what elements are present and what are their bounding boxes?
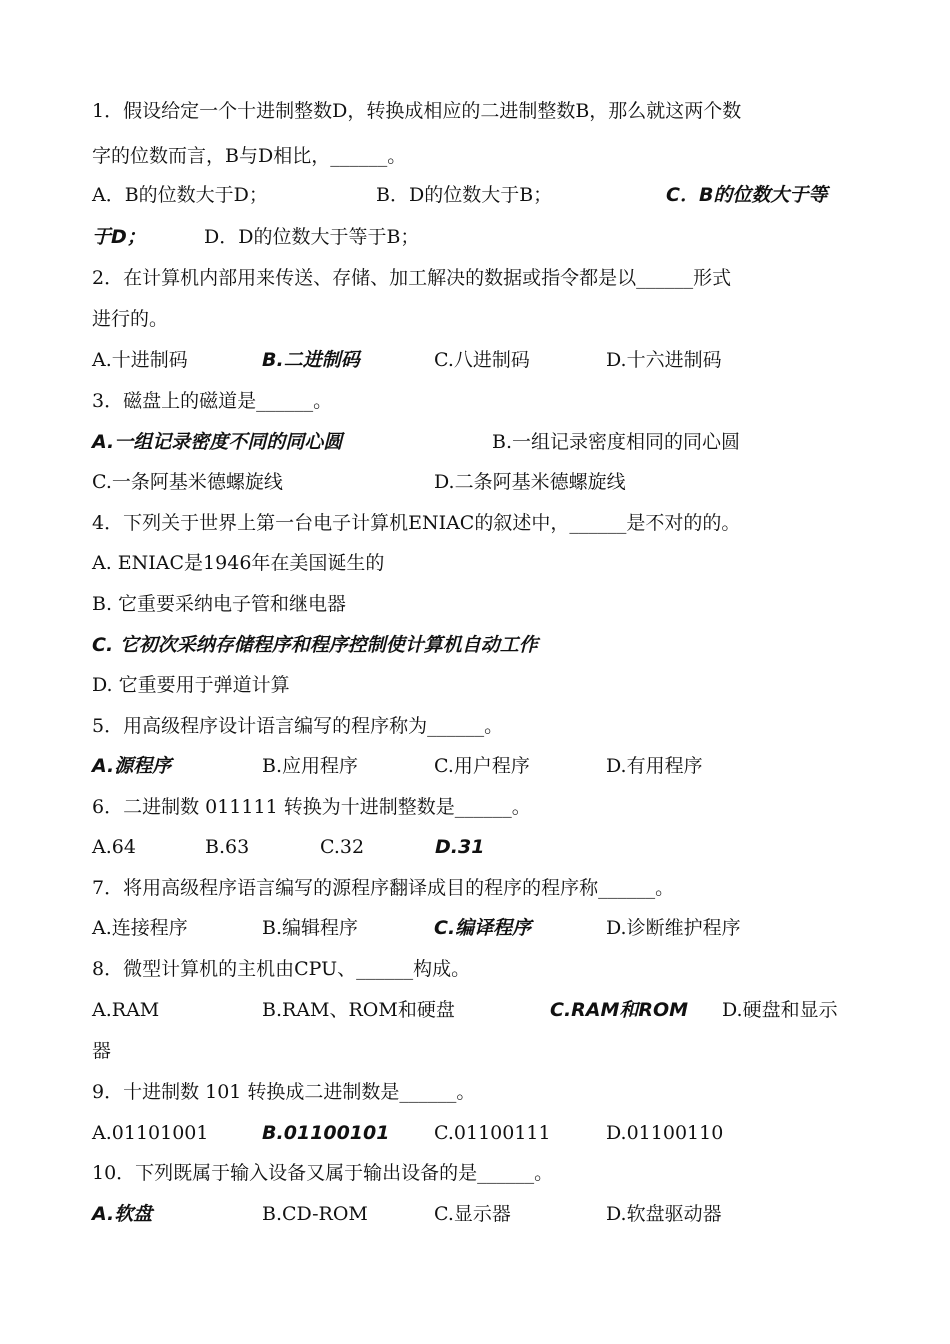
question-8-stem: 8．微型计算机的主机由CPU、______构成。 [92, 958, 471, 980]
question-4-option-a: A. ENIAC是1946年在美国诞生的 [92, 552, 385, 574]
option-d: D.软盘驱动器 [606, 1203, 722, 1225]
option-d: D.诊断维护程序 [606, 917, 741, 939]
option-c: C.01100111 [434, 1122, 551, 1144]
option-b: B.CD-ROM [262, 1203, 368, 1225]
option-c-answer: C.RAM和ROM [550, 999, 689, 1021]
option-b-answer: B.01100101 [262, 1122, 390, 1144]
option-a: A．B的位数大于D； [92, 184, 268, 206]
option-a-answer: A.一组记录密度不同的同心圆 [92, 431, 343, 453]
option-b: B.编辑程序 [262, 917, 359, 939]
option-d-answer: D.31 [435, 836, 485, 858]
question-10-stem: 10．下列既属于输入设备又属于输出设备的是______。 [92, 1162, 554, 1184]
question-3-stem: 3．磁盘上的磁道是______。 [92, 390, 333, 412]
question-3-options [92, 428, 862, 456]
question-4-stem: 4．下列关于世界上第一台电子计算机ENIAC的叙述中，______是不对的的。 [92, 512, 741, 534]
option-c: C.一条阿基米德螺旋线 [92, 471, 283, 493]
option-c-answer: C.编译程序 [434, 917, 532, 939]
option-a-answer: A.软盘 [92, 1203, 153, 1225]
option-d: D.有用程序 [606, 755, 703, 777]
question-8-options-cont: 器 [92, 1040, 112, 1062]
option-c-answer: C．B的位数大于等 [666, 184, 828, 206]
option-a: A.64 [92, 836, 136, 858]
question-9-options [92, 1119, 862, 1147]
option-d: D.二条阿基米德螺旋线 [434, 471, 626, 493]
option-c: C.八进制码 [434, 349, 530, 371]
option-c: C.32 [320, 836, 365, 858]
question-1-stem-cont: 字的位数而言，B与D相比，______。 [92, 145, 407, 167]
option-a-answer: A.源程序 [92, 755, 172, 777]
question-10-options [92, 1200, 862, 1228]
question-4-option-c-answer: C. 它初次采纳存储程序和程序控制使计算机自动工作 [92, 634, 538, 656]
question-2-stem: 2．在计算机内部用来传送、存储、加工解决的数据或指令都是以______形式 [92, 267, 732, 289]
question-2-options [92, 346, 862, 374]
option-c-answer-cont: 于D； [92, 226, 146, 248]
question-7-options [92, 914, 862, 942]
option-c: C.用户程序 [434, 755, 530, 777]
option-d: D.01100110 [606, 1122, 724, 1144]
option-a: A.连接程序 [92, 917, 188, 939]
question-1-options-cont [92, 223, 862, 251]
option-a: A.01101001 [92, 1122, 209, 1144]
question-7-stem: 7．将用高级程序语言编写的源程序翻译成目的程序的程序称______。 [92, 877, 675, 899]
question-2-stem-cont: 进行的。 [92, 308, 169, 330]
option-b: B.RAM、ROM和硬盘 [262, 999, 455, 1021]
question-1-stem: 1．假设给定一个十进制整数D，转换成相应的二进制整数B，那么就这两个数 [92, 100, 742, 122]
question-3-options-cont [92, 468, 862, 496]
option-d: D.硬盘和显示 [722, 999, 838, 1021]
option-d: D.十六进制码 [606, 349, 722, 371]
question-5-options [92, 752, 862, 780]
question-4-option-d: D. 它重要用于弹道计算 [92, 674, 290, 696]
option-a: A.RAM [92, 999, 160, 1021]
question-8-options [92, 996, 862, 1024]
question-6-options [92, 833, 862, 861]
question-5-stem: 5．用高级程序设计语言编写的程序称为______。 [92, 715, 504, 737]
option-c: C.显示器 [434, 1203, 511, 1225]
option-b: B.一组记录密度相同的同心圆 [492, 431, 741, 453]
question-1-options [92, 181, 862, 209]
option-b: B.63 [205, 836, 250, 858]
option-b: B.应用程序 [262, 755, 359, 777]
option-b-answer: B.二进制码 [262, 349, 360, 371]
question-4-option-b: B. 它重要采纳电子管和继电器 [92, 593, 347, 615]
option-b: B．D的位数大于B； [376, 184, 553, 206]
question-6-stem: 6．二进制数 011111 转换为十进制整数是______。 [92, 796, 531, 818]
option-d: D．D的位数大于等于B； [204, 226, 420, 248]
question-9-stem: 9．十进制数 101 转换成二进制数是______。 [92, 1081, 476, 1103]
option-a: A.十进制码 [92, 349, 188, 371]
